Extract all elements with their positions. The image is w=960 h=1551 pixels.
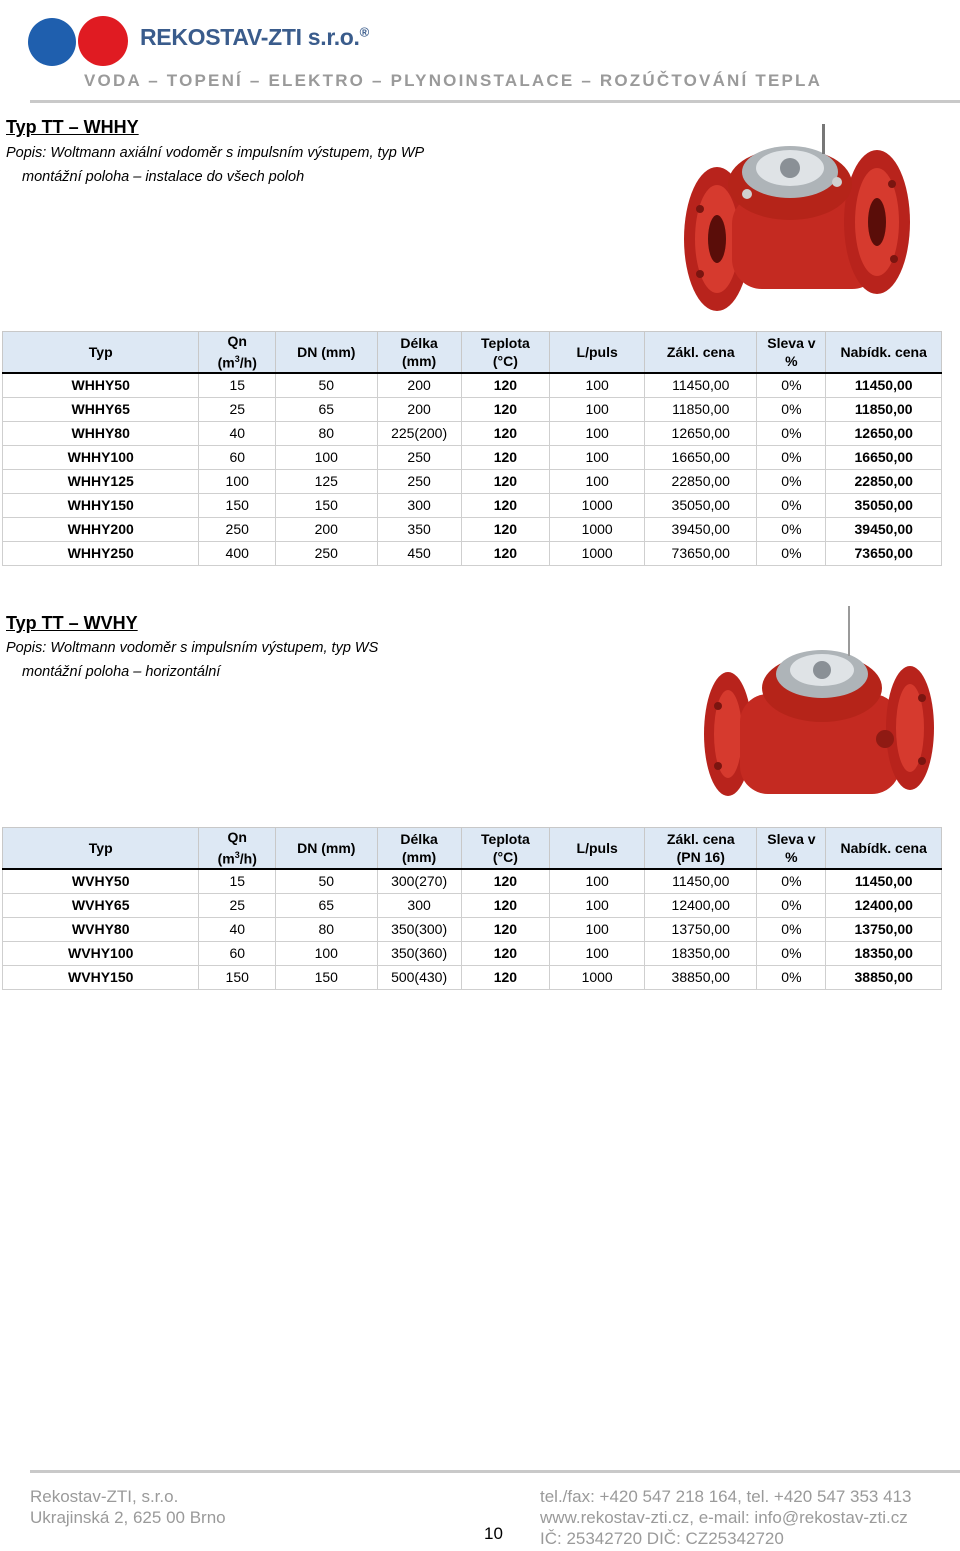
section-title-whhy: Typ TT – WHHY: [6, 117, 139, 137]
table-cell: 350: [377, 517, 461, 541]
table-cell: 100: [550, 893, 645, 917]
col-header-zakl-cena: Zákl. cena: [645, 332, 757, 373]
table-cell: 120: [461, 941, 550, 965]
logo-blue-circle: [28, 18, 76, 66]
table-row: [3, 421, 942, 445]
table-cell: 11850,00: [645, 397, 757, 421]
header-divider: [30, 100, 960, 103]
table-cell: 100: [276, 445, 377, 469]
table-cell: 125: [276, 469, 377, 493]
table-cell: 11450,00: [826, 373, 942, 398]
table-cell: 13750,00: [826, 917, 942, 941]
table-cell: 250: [377, 445, 461, 469]
col-header-typ: Typ: [3, 332, 199, 373]
col-header-teplota: Teplota (°C): [461, 828, 550, 869]
table-cell: 250: [199, 517, 276, 541]
table-cell: 18350,00: [826, 941, 942, 965]
table-cell: 12650,00: [645, 421, 757, 445]
table-cell: 60: [199, 445, 276, 469]
table-row: [3, 373, 942, 398]
table-cell: 1000: [550, 541, 645, 565]
table-cell: 300: [377, 493, 461, 517]
table-cell: 35050,00: [826, 493, 942, 517]
table-cell: 18350,00: [645, 941, 757, 965]
col-header-dn: DN (mm): [276, 332, 377, 373]
table-cell: 0%: [757, 445, 826, 469]
table-cell: 0%: [757, 421, 826, 445]
table-cell: 0%: [757, 965, 826, 989]
table-cell: 100: [550, 445, 645, 469]
footer-phone: tel./fax: +420 547 218 164, tel. +420 547 353 413: [540, 1487, 912, 1506]
table-cell: 11850,00: [826, 397, 942, 421]
col-header-lpuls: L/puls: [550, 332, 645, 373]
col-header-teplota: Teplota (°C): [461, 332, 550, 373]
table-cell: WVHY50: [3, 869, 199, 894]
table-cell: 22850,00: [645, 469, 757, 493]
table-cell: 0%: [757, 517, 826, 541]
table-cell: 100: [276, 941, 377, 965]
table-cell: 100: [199, 469, 276, 493]
col-header-zakl-cena: Zákl. cena (PN 16): [645, 828, 757, 869]
table-cell: 50: [276, 373, 377, 398]
table-cell: 16650,00: [645, 445, 757, 469]
table-cell: WHHY200: [3, 517, 199, 541]
table-cell: 80: [276, 917, 377, 941]
section-description-wvhy: Popis: Woltmann vodoměr s impulsním výstupem, typ WS: [6, 640, 379, 656]
table-cell: 0%: [757, 917, 826, 941]
table-cell: 300: [377, 893, 461, 917]
table-cell: 1000: [550, 517, 645, 541]
table-cell: 0%: [757, 893, 826, 917]
table-cell: 150: [276, 493, 377, 517]
table-cell: 120: [461, 541, 550, 565]
table-cell: 0%: [757, 373, 826, 398]
col-header-nabidk-cena: Nabídk. cena: [826, 332, 942, 373]
table-row: [3, 869, 942, 894]
brand-name: REKOSTAV-ZTI s.r.o.®: [140, 24, 369, 50]
table-cell: 350(360): [377, 941, 461, 965]
table-row: [3, 493, 942, 517]
table-cell: WHHY250: [3, 541, 199, 565]
table-cell: 0%: [757, 869, 826, 894]
table-cell: WHHY50: [3, 373, 199, 398]
table-cell: 250: [377, 469, 461, 493]
table-cell: 40: [199, 917, 276, 941]
table-cell: 100: [550, 397, 645, 421]
table-cell: 300(270): [377, 869, 461, 894]
table-cell: 12400,00: [826, 893, 942, 917]
logo-red-circle: [78, 16, 128, 66]
table-cell: WVHY80: [3, 917, 199, 941]
table-cell: 25: [199, 893, 276, 917]
table-cell: 0%: [757, 469, 826, 493]
table-cell: 100: [550, 917, 645, 941]
table-row: [3, 397, 942, 421]
table-cell: 350(300): [377, 917, 461, 941]
table-cell: 80: [276, 421, 377, 445]
table-cell: 0%: [757, 941, 826, 965]
table-cell: 100: [550, 421, 645, 445]
table-cell: 25: [199, 397, 276, 421]
table-cell: WHHY100: [3, 445, 199, 469]
table-cell: 120: [461, 469, 550, 493]
table-cell: 200: [276, 517, 377, 541]
col-header-lpuls: L/puls: [550, 828, 645, 869]
table-cell: 450: [377, 541, 461, 565]
table-cell: 120: [461, 373, 550, 398]
tagline: VODA – TOPENÍ – ELEKTRO – PLYNOINSTALACE – ROZÚČTOVÁNÍ TEPLA: [84, 71, 823, 90]
table-cell: WHHY80: [3, 421, 199, 445]
table-cell: WHHY150: [3, 493, 199, 517]
table-cell: 120: [461, 421, 550, 445]
footer-contact: [540, 1486, 911, 1549]
table-cell: 15: [199, 373, 276, 398]
section-title-wvhy: Typ TT – WVHY: [6, 613, 138, 633]
page-header: [0, 0, 960, 110]
section-mounting-whhy: montážní poloha – instalace do všech poloh: [22, 169, 305, 185]
table-cell: 500(430): [377, 965, 461, 989]
table-cell: 1000: [550, 965, 645, 989]
col-header-qn: Qn $(m^3/h)$: [199, 332, 276, 373]
footer-company: [30, 1486, 226, 1528]
table-cell: 38850,00: [645, 965, 757, 989]
table-cell: WHHY65: [3, 397, 199, 421]
table-cell: 35050,00: [645, 493, 757, 517]
table-cell: 65: [276, 397, 377, 421]
col-header-qn: Qn $(m^3/h)$: [199, 828, 276, 869]
table-cell: 15: [199, 869, 276, 894]
col-header-sleva: Sleva v %: [757, 828, 826, 869]
table-cell: 120: [461, 517, 550, 541]
price-table-whhy: [2, 331, 942, 566]
col-header-typ: Typ: [3, 828, 199, 869]
table-row: [3, 517, 942, 541]
table-cell: WVHY65: [3, 893, 199, 917]
table-cell: WVHY150: [3, 965, 199, 989]
table-cell: 120: [461, 397, 550, 421]
footer-company-name: Rekostav-ZTI, s.r.o.: [30, 1487, 179, 1506]
table-cell: 120: [461, 493, 550, 517]
table-cell: 120: [461, 965, 550, 989]
table-cell: 16650,00: [826, 445, 942, 469]
table-cell: 400: [199, 541, 276, 565]
table-cell: 120: [461, 445, 550, 469]
table-cell: 0%: [757, 397, 826, 421]
water-meter-wvhy-image: [700, 606, 940, 812]
col-header-dn: DN (mm): [276, 828, 377, 869]
table-cell: 39450,00: [826, 517, 942, 541]
table-cell: 200: [377, 397, 461, 421]
table-cell: 65: [276, 893, 377, 917]
page-number: 10: [484, 1524, 503, 1543]
price-table-wvhy: [2, 827, 942, 990]
section-mounting-wvhy: montážní poloha – horizontální: [22, 664, 221, 680]
table-cell: 60: [199, 941, 276, 965]
table-cell: 11450,00: [645, 373, 757, 398]
table-cell: 40: [199, 421, 276, 445]
table-cell: 100: [550, 469, 645, 493]
footer-address: Ukrajinská 2, 625 00 Brno: [30, 1508, 226, 1527]
table-cell: 200: [377, 373, 461, 398]
col-header-delka: Délka (mm): [377, 828, 461, 869]
table-row: [3, 941, 942, 965]
table-cell: 11450,00: [826, 869, 942, 894]
table-cell: 150: [199, 493, 276, 517]
table-cell: 22850,00: [826, 469, 942, 493]
table-cell: WHHY125: [3, 469, 199, 493]
col-header-delka: Délka (mm): [377, 332, 461, 373]
table-cell: 12650,00: [826, 421, 942, 445]
table-header-row: [3, 828, 942, 869]
col-header-nabidk-cena: Nabídk. cena: [826, 828, 942, 869]
table-row: [3, 893, 942, 917]
table-cell: 38850,00: [826, 965, 942, 989]
table-cell: 120: [461, 893, 550, 917]
table-cell: 73650,00: [826, 541, 942, 565]
table-cell: 11450,00: [645, 869, 757, 894]
col-header-sleva: Sleva v %: [757, 332, 826, 373]
table-cell: 100: [550, 869, 645, 894]
table-cell: 100: [550, 373, 645, 398]
table-cell: 13750,00: [645, 917, 757, 941]
table-cell: 120: [461, 869, 550, 894]
table-cell: 0%: [757, 493, 826, 517]
footer-web: www.rekostav-zti.cz, e-mail: info@rekostav-zti.cz: [540, 1508, 908, 1527]
footer-ids: IČ: 25342720 DIČ: CZ25342720: [540, 1529, 784, 1548]
table-cell: 120: [461, 917, 550, 941]
table-cell: 100: [550, 941, 645, 965]
section-description-whhy: Popis: Woltmann axiální vodoměr s impulsním výstupem, typ WP: [6, 145, 425, 161]
table-row: [3, 469, 942, 493]
water-meter-whhy-image: [672, 124, 922, 324]
table-cell: 1000: [550, 493, 645, 517]
table-row: [3, 445, 942, 469]
table-cell: 250: [276, 541, 377, 565]
table-row: [3, 965, 942, 989]
table-cell: WVHY100: [3, 941, 199, 965]
table-row: [3, 917, 942, 941]
table-cell: 0%: [757, 541, 826, 565]
table-cell: 50: [276, 869, 377, 894]
table-cell: 150: [199, 965, 276, 989]
table-header-row: [3, 332, 942, 373]
table-cell: 150: [276, 965, 377, 989]
table-row: [3, 541, 942, 565]
table-cell: 225(200): [377, 421, 461, 445]
footer-divider: [30, 1470, 960, 1473]
table-cell: 12400,00: [645, 893, 757, 917]
table-cell: 73650,00: [645, 541, 757, 565]
table-cell: 39450,00: [645, 517, 757, 541]
